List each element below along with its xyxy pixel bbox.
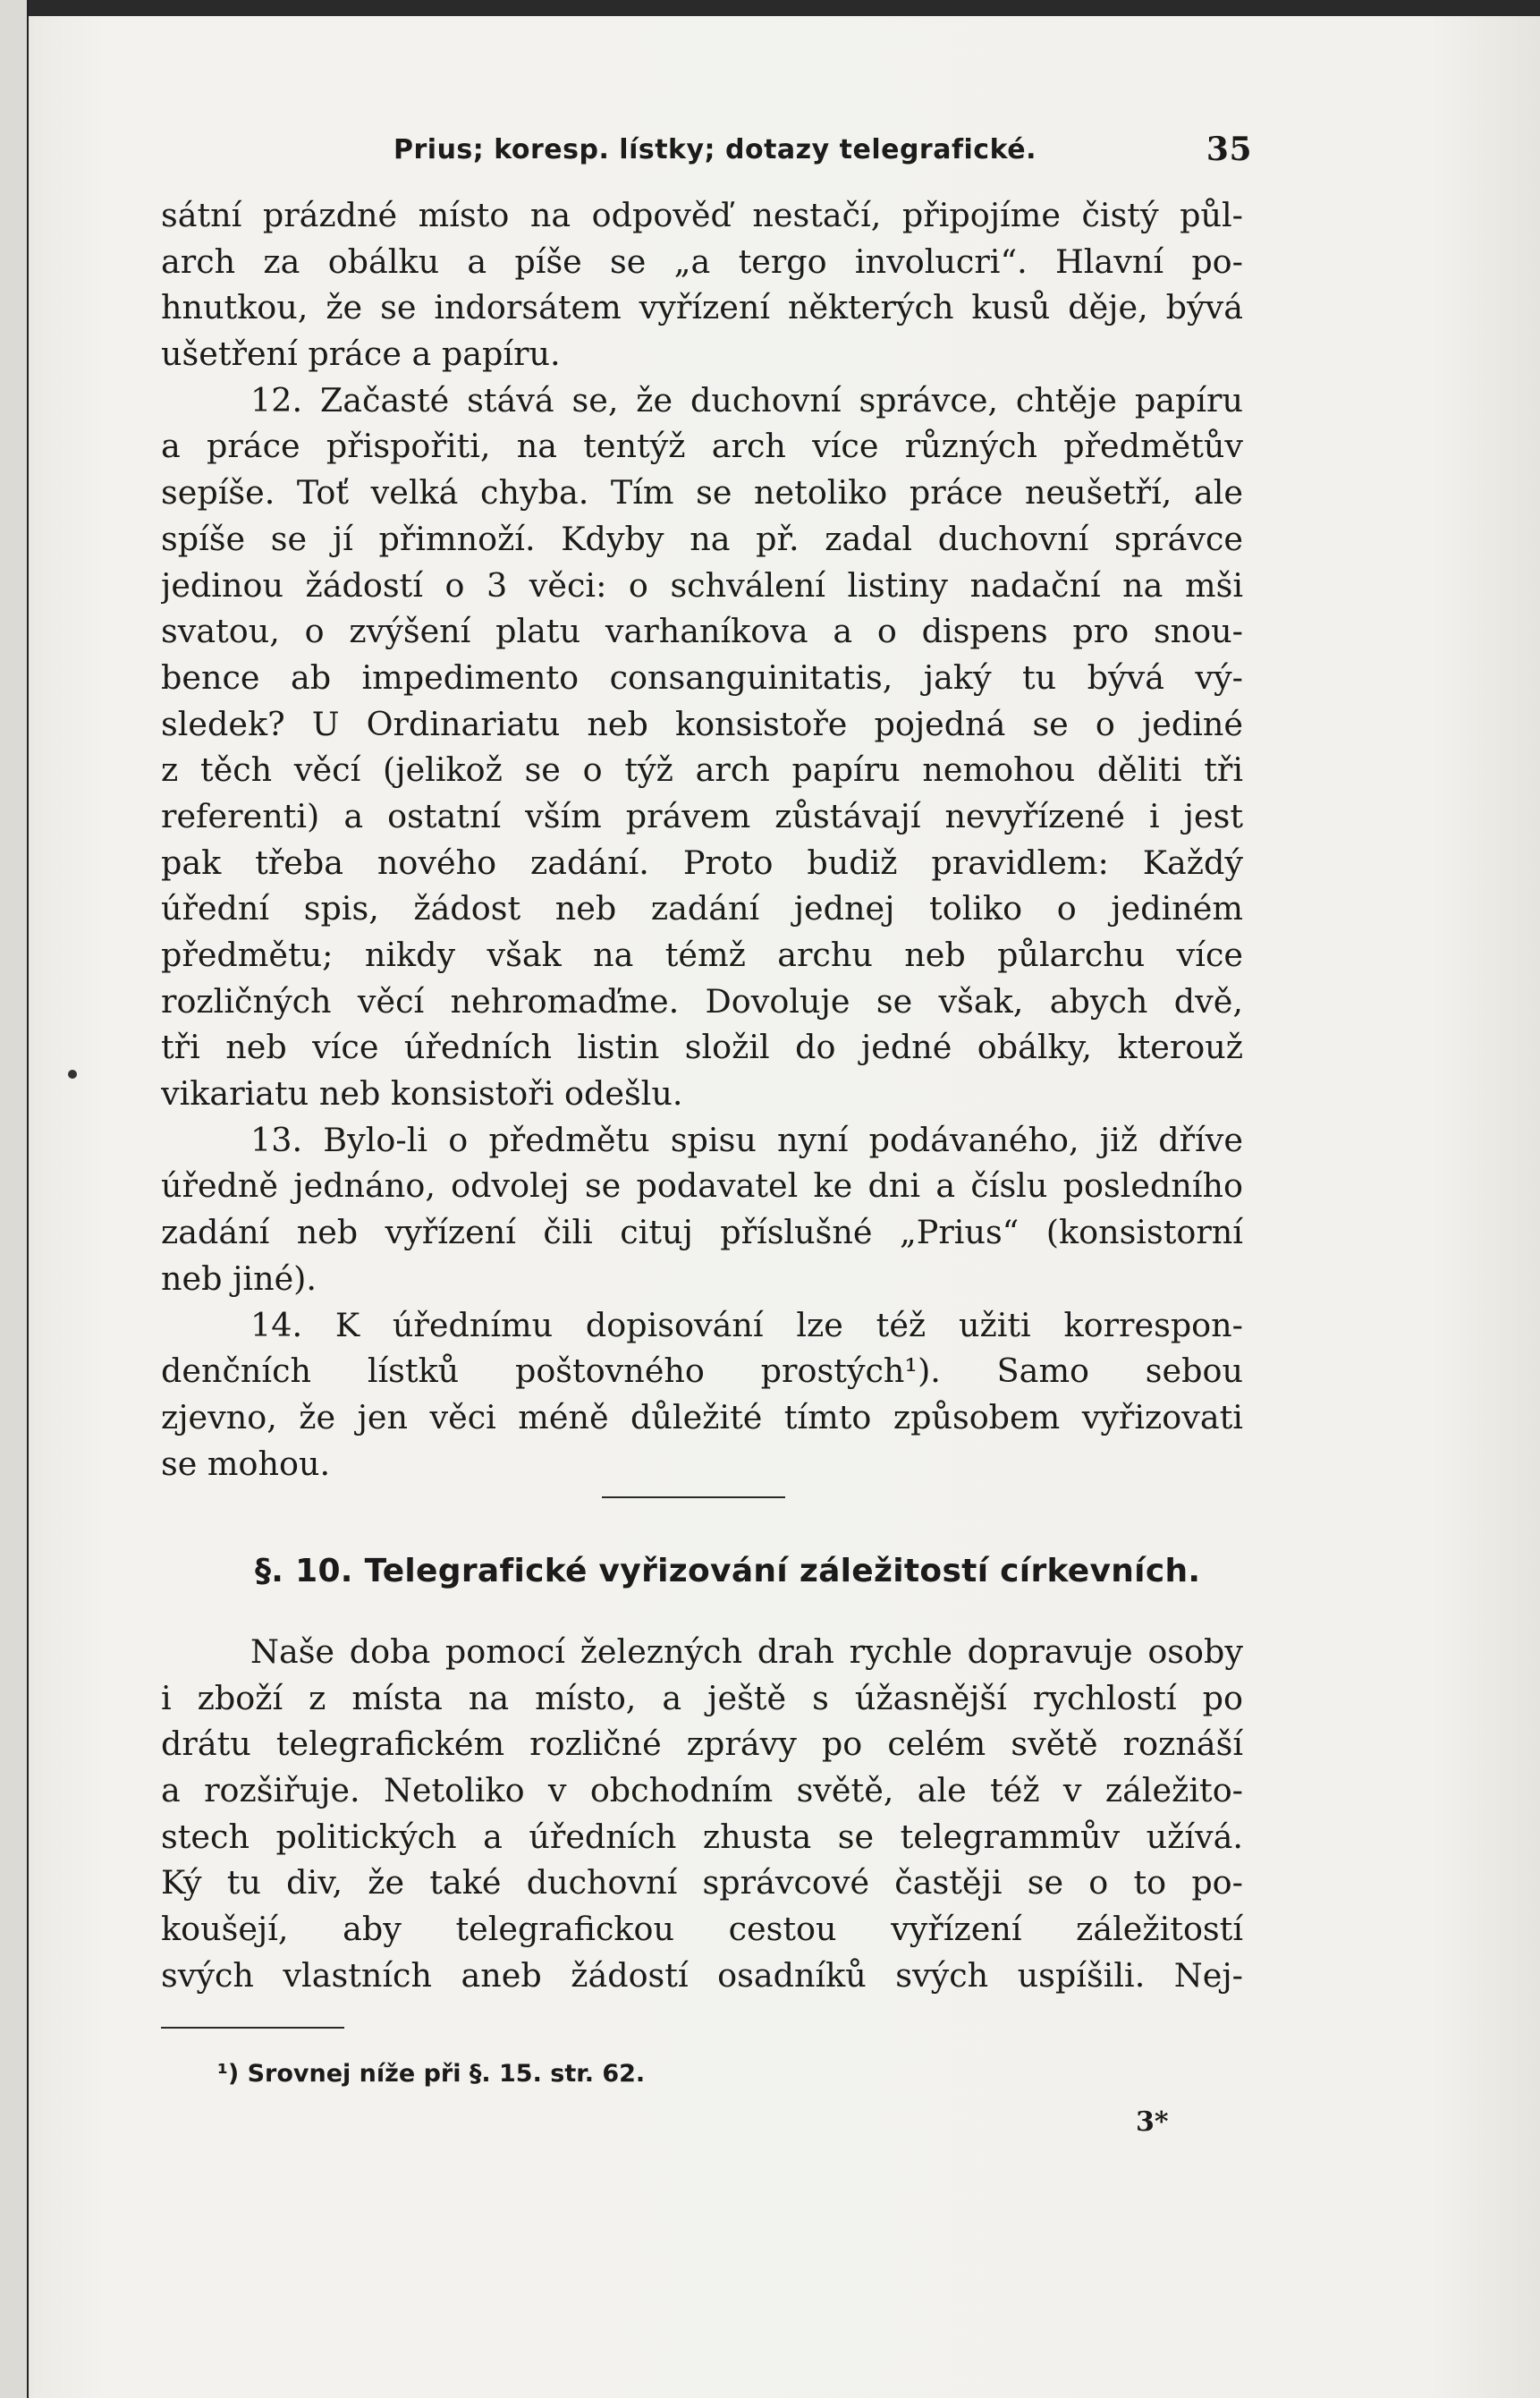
text-line: koušejí, aby telegrafickou cestou vyřízení záležitostí: [161, 1910, 1243, 1949]
footnote: ¹) Srovnej níže při §. 15. str. 62.: [217, 2060, 646, 2088]
text-line: arch za obálku a píše se „a tergo involucri“. Hlavní po-: [161, 241, 1243, 281]
text-line: Naše doba pomocí železných drah rychle dopravuje osoby: [250, 1632, 1243, 1671]
paragraph-14-start: 14. K úřednímu dopisování lze též užiti korrespon-: [250, 1305, 1243, 1344]
scan-speck: [68, 1070, 77, 1079]
text-line: pak třeba nového zadání. Proto budiž pravidlem: Každý: [161, 843, 1243, 882]
paragraph-13-start: 13. Bylo-li o předmětu spisu nyní podávaného, již dříve: [250, 1120, 1243, 1159]
text-line: a rozšiřuje. Netoliko v obchodním světě, ale též v záležito-: [161, 1771, 1243, 1810]
section-heading: §. 10. Telegrafické vyřizování záležitostí církevních.: [255, 1553, 1201, 1589]
running-header: [393, 131, 1270, 170]
text-line: sledek? U Ordinariatu neb konsistoře pojedná se o jediné: [161, 704, 1243, 743]
text-line: drátu telegrafickém rozličné zprávy po celém světě roznáší: [161, 1724, 1243, 1764]
text-line: tři neb více úředních listin složil do jedné obálky, kterouž: [161, 1028, 1243, 1067]
scan-left-edge: [0, 0, 29, 2398]
text-line: sátní prázdné místo na odpověď nestačí, připojíme čistý půl-: [161, 196, 1243, 234]
text-line: úřední spis, žádost neb zadání jednej toliko o jediném: [161, 889, 1243, 928]
text-line: hnutkou, že se indorsátem vyřízení některých kusů děje, bývá: [161, 288, 1243, 327]
text-line: z těch věcí (jelikož se o týž arch papíru nemohou děliti tři: [161, 750, 1243, 790]
paragraph-12-start: 12. Začasté stává se, že duchovní správce, chtěje papíru: [250, 380, 1243, 419]
text-line: stech politických a úředních zhusta se telegrammův užívá.: [161, 1817, 1243, 1856]
main-text: [161, 192, 1243, 1487]
text-line: jedinou žádostí o 3 věci: o schválení listiny nadační na mši: [161, 565, 1243, 605]
page-number: 35: [1206, 131, 1252, 168]
text-line: zjevno, že jen věci méně důležité tímto způsobem vyřizovati: [161, 1397, 1243, 1436]
section-divider: [602, 1496, 785, 1498]
signature-mark: 3*: [1136, 2106, 1169, 2138]
text-line: se mohou.: [161, 1444, 331, 1483]
text-line: svých vlastních aneb žádostí osadníků svých uspíšili. Nej-: [161, 1955, 1243, 1995]
text-line: spíše se jí přimnoží. Kdyby na př. zadal duchovní správce: [161, 519, 1243, 558]
running-title: Prius; koresp. lístky; dotazy telegrafické.: [393, 134, 1037, 165]
text-line: a práce přispořiti, na tentýž arch více různých předmětův: [161, 427, 1243, 466]
text-line: zadání neb vyřízení čili cituj příslušné „Prius“ (konsistorní: [161, 1213, 1243, 1252]
text-line: úředně jednáno, odvolej se podavatel ke dni a číslu posledního: [161, 1166, 1243, 1206]
text-line: Ký tu div, že také duchovní správcové častěji se o to po-: [161, 1863, 1243, 1902]
text-line: bence ab impedimento consanguinitatis, jaký tu bývá vý-: [161, 657, 1243, 697]
text-line: vikariatu neb konsistoři odešlu.: [161, 1074, 683, 1114]
text-line: ušetření práce a papíru.: [161, 335, 561, 374]
text-line: i zboží z místa na místo, a ještě s úžasnější rychlostí po: [161, 1678, 1243, 1717]
text-line: denčních lístků poštovného prostých¹). Samo sebou: [161, 1352, 1243, 1391]
text-line: sepíše. Toť velká chyba. Tím se netoliko práce neušetří, ale: [161, 473, 1243, 513]
text-line: předmětu; nikdy však na témž archu neb půlarchu více: [161, 936, 1243, 974]
text-line: rozličných věcí nehromaďme. Dovoluje se však, abych dvě,: [161, 981, 1243, 1021]
text-line: referenti) a ostatní vším právem zůstávají nevyřízené i jest: [161, 796, 1243, 835]
footnote-rule: [161, 2027, 344, 2029]
text-line: neb jiné).: [161, 1258, 317, 1298]
scan-top-edge: [0, 0, 1540, 16]
section-text: [161, 1629, 1243, 1999]
text-line: svatou, o zvýšení platu varhaníkova a o dispens pro snou-: [161, 612, 1243, 651]
